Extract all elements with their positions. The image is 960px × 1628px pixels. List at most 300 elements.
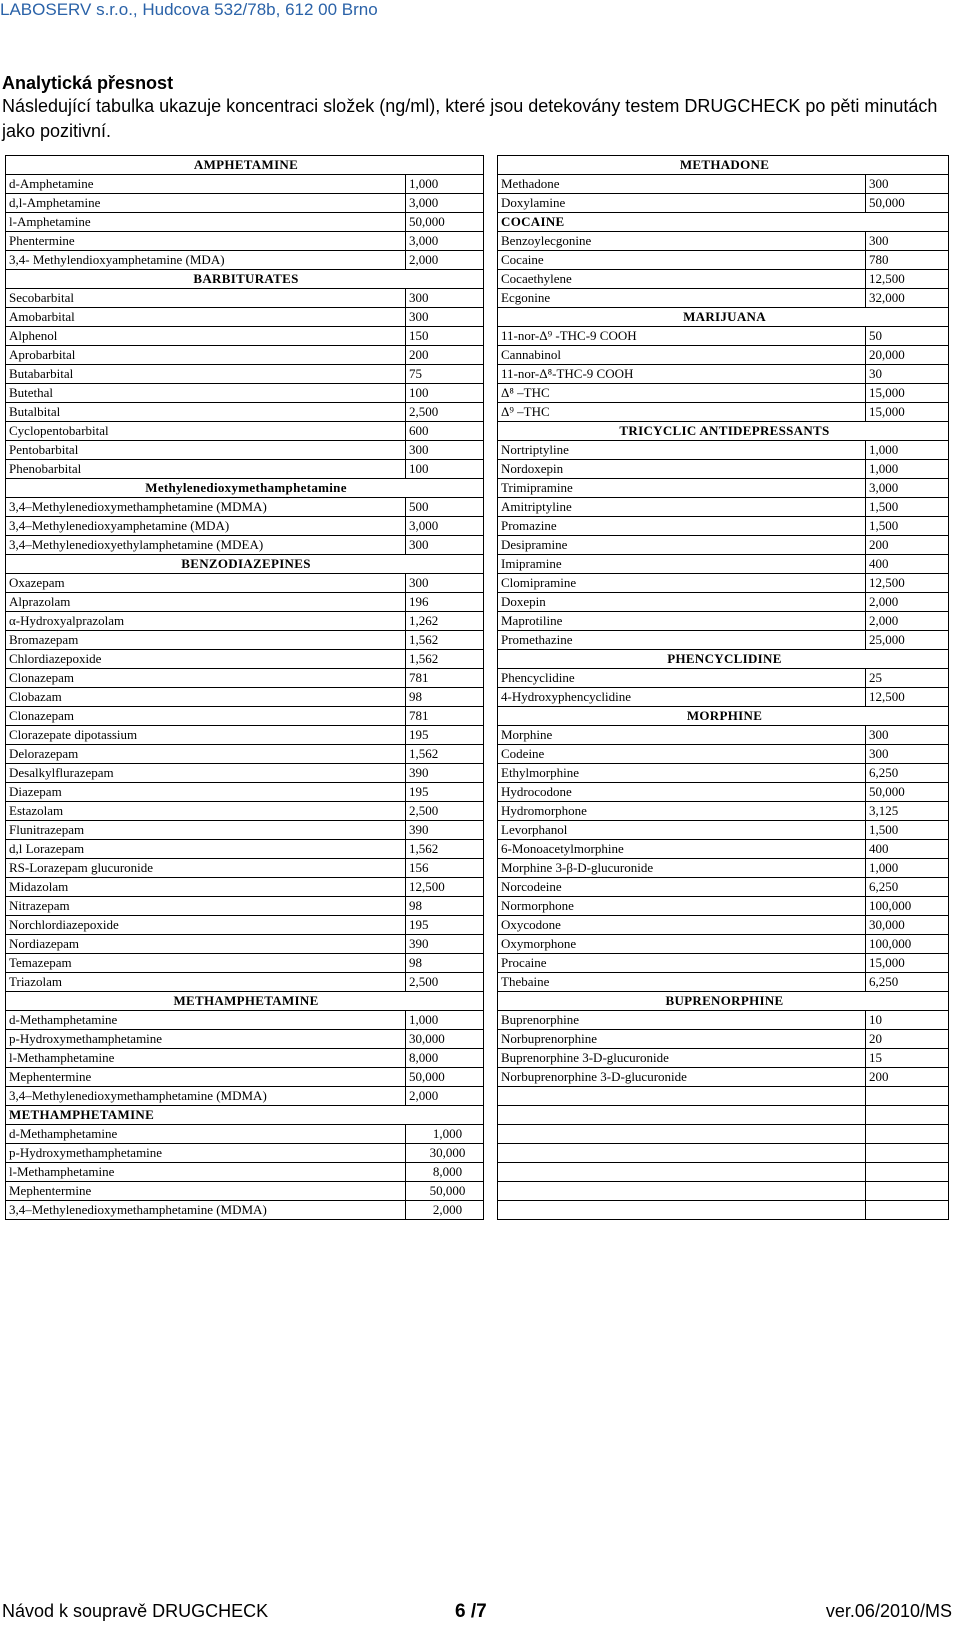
table-row <box>498 232 949 251</box>
concentration-value: 390 <box>406 821 484 840</box>
concentration-value: 200 <box>866 536 949 555</box>
table-row <box>6 498 484 517</box>
table-row <box>6 631 484 650</box>
compound-name: Aprobarbital <box>6 346 406 365</box>
section-header: METHADONE <box>498 156 949 175</box>
table-row <box>6 954 484 973</box>
section-header: MARIJUANA <box>498 308 949 327</box>
compound-name: RS-Lorazepam glucuronide <box>6 859 406 878</box>
table-row <box>6 1201 484 1220</box>
compound-name: Δ⁸ –THC <box>498 384 866 403</box>
compound-name: Amitriptyline <box>498 498 866 517</box>
compound-name: Cocaethylene <box>498 270 866 289</box>
table-row <box>498 631 949 650</box>
table-row <box>6 232 484 251</box>
concentration-value: 300 <box>866 726 949 745</box>
empty-cell <box>498 1144 866 1163</box>
table-row <box>498 802 949 821</box>
table-row <box>6 1087 484 1106</box>
concentration-value: 2,500 <box>406 802 484 821</box>
table-row <box>6 669 484 688</box>
section-header: TRICYCLIC ANTIDEPRESSANTS <box>498 422 949 441</box>
table-row <box>6 327 484 346</box>
compound-name: Buprenorphine <box>498 1011 866 1030</box>
concentration-value: 195 <box>406 783 484 802</box>
table-row <box>6 878 484 897</box>
section-header: METHAMPHETAMINE <box>6 992 484 1011</box>
compound-name: 3,4- Methylendioxyamphetamine (MDA) <box>6 251 406 270</box>
empty-cell <box>866 1106 949 1125</box>
concentration-value: 15,000 <box>866 954 949 973</box>
section-heading: Analytická přesnost <box>2 73 174 93</box>
table-row <box>498 517 949 536</box>
compound-name: Norcodeine <box>498 878 866 897</box>
table-row <box>498 460 949 479</box>
concentration-value: 3,125 <box>866 802 949 821</box>
concentration-value: 780 <box>866 251 949 270</box>
compound-name: p-Hydroxymethamphetamine <box>6 1030 406 1049</box>
concentration-value: 300 <box>406 536 484 555</box>
concentration-value: 50,000 <box>406 213 484 232</box>
empty-cell <box>498 1125 866 1144</box>
table-row <box>6 707 484 726</box>
concentration-value: 3,000 <box>406 232 484 251</box>
table-row <box>6 460 484 479</box>
concentration-value: 300 <box>866 232 949 251</box>
compound-name: Clobazam <box>6 688 406 707</box>
concentration-value: 100,000 <box>866 935 949 954</box>
section-row <box>6 479 484 498</box>
section-header: BUPRENORPHINE <box>498 992 949 1011</box>
table-row <box>6 175 484 194</box>
compound-name: Maprotiline <box>498 612 866 631</box>
table-row <box>498 593 949 612</box>
concentration-value: 1,562 <box>406 745 484 764</box>
compound-name: Oxycodone <box>498 916 866 935</box>
concentration-value: 98 <box>406 954 484 973</box>
table-row <box>498 574 949 593</box>
concentration-value: 6,250 <box>866 878 949 897</box>
table-row <box>6 403 484 422</box>
table-row <box>498 688 949 707</box>
concentration-value: 15 <box>866 1049 949 1068</box>
table-row <box>6 194 484 213</box>
concentration-value: 100 <box>406 384 484 403</box>
table-row <box>498 726 949 745</box>
empty-cell <box>498 1182 866 1201</box>
compound-name: Hydrocodone <box>498 783 866 802</box>
concentration-value: 20,000 <box>866 346 949 365</box>
concentration-value: 8,000 <box>406 1049 484 1068</box>
compound-name: d,l Lorazepam <box>6 840 406 859</box>
empty-row <box>498 1182 949 1201</box>
table-row <box>6 308 484 327</box>
compound-name: Temazepam <box>6 954 406 973</box>
compound-name: l-Amphetamine <box>6 213 406 232</box>
table-row <box>498 973 949 992</box>
concentration-value: 1,262 <box>406 612 484 631</box>
concentration-value: 1,000 <box>406 1011 484 1030</box>
concentration-value: 12,500 <box>866 270 949 289</box>
concentration-value: 300 <box>406 308 484 327</box>
section-header: PHENCYCLIDINE <box>498 650 949 669</box>
section-row <box>498 213 949 232</box>
concentration-value: 15,000 <box>866 384 949 403</box>
concentration-value: 20 <box>866 1030 949 1049</box>
concentration-value: 1,000 <box>406 175 484 194</box>
compound-name: Midazolam <box>6 878 406 897</box>
compound-name: Buprenorphine 3-D-glucuronide <box>498 1049 866 1068</box>
concentration-value: 98 <box>406 688 484 707</box>
table-row <box>498 498 949 517</box>
concentration-value: 1,500 <box>866 517 949 536</box>
table-row <box>498 669 949 688</box>
left-table <box>5 155 484 1220</box>
table-row <box>498 194 949 213</box>
table-row <box>6 1125 484 1144</box>
concentration-value: 50,000 <box>406 1068 484 1087</box>
table-row <box>6 1030 484 1049</box>
table-row <box>6 802 484 821</box>
compound-name: Mephentermine <box>6 1182 406 1201</box>
compound-name: Cyclopentobarbital <box>6 422 406 441</box>
table-row <box>6 422 484 441</box>
concentration-value: 156 <box>406 859 484 878</box>
compound-name: Butalbital <box>6 403 406 422</box>
concentration-value: 781 <box>406 707 484 726</box>
concentration-value: 1,000 <box>866 859 949 878</box>
compound-name: Ethylmorphine <box>498 764 866 783</box>
concentration-value: 50 <box>866 327 949 346</box>
section-header: BARBITURATES <box>6 270 484 289</box>
compound-name: Nordiazepam <box>6 935 406 954</box>
compound-name: Clonazepam <box>6 707 406 726</box>
compound-name: 3,4–Methylenedioxymethamphetamine (MDMA) <box>6 498 406 517</box>
section-row <box>6 992 484 1011</box>
table-row <box>6 441 484 460</box>
table-row <box>6 764 484 783</box>
compound-name: 3,4–Methylenedioxymethamphetamine (MDMA) <box>6 1201 406 1220</box>
compound-name: Cocaine <box>498 251 866 270</box>
compound-name: Levorphanol <box>498 821 866 840</box>
table-row <box>498 365 949 384</box>
concentration-value: 300 <box>406 441 484 460</box>
concentration-value: 2,000 <box>406 251 484 270</box>
compound-name: Cannabinol <box>498 346 866 365</box>
table-row <box>498 783 949 802</box>
concentration-value: 12,500 <box>866 574 949 593</box>
table-row <box>6 1144 484 1163</box>
compound-name: Bromazepam <box>6 631 406 650</box>
compound-name: Desipramine <box>498 536 866 555</box>
compound-name: Δ⁹ –THC <box>498 403 866 422</box>
compound-name: Pentobarbital <box>6 441 406 460</box>
table-row <box>6 289 484 308</box>
compound-name: Morphine <box>498 726 866 745</box>
compound-name: Triazolam <box>6 973 406 992</box>
compound-name: Codeine <box>498 745 866 764</box>
empty-cell <box>498 1201 866 1220</box>
compound-name: Benzoylecgonine <box>498 232 866 251</box>
concentration-value: 32,000 <box>866 289 949 308</box>
concentration-value: 1,562 <box>406 650 484 669</box>
section-header: COCAINE <box>498 213 949 232</box>
concentration-value: 2,500 <box>406 973 484 992</box>
table-row <box>498 346 949 365</box>
empty-row <box>498 1144 949 1163</box>
compound-name: Estazolam <box>6 802 406 821</box>
table-row <box>498 916 949 935</box>
concentration-value: 8,000 <box>406 1163 484 1182</box>
intro-text: Následující tabulka ukazuje koncentraci složek (ng/ml), které jsou detekovány testem DRUGCHECK po pěti minutách jako pozitivní. <box>2 96 938 141</box>
table-row <box>6 1011 484 1030</box>
concentration-value: 196 <box>406 593 484 612</box>
concentration-value: 50,000 <box>406 1182 484 1201</box>
compound-name: α-Hydroxyalprazolam <box>6 612 406 631</box>
section-header: BENZODIAZEPINES <box>6 555 484 574</box>
compound-name: d-Methamphetamine <box>6 1125 406 1144</box>
concentration-value: 30 <box>866 365 949 384</box>
concentration-value: 1,500 <box>866 498 949 517</box>
compound-name: p-Hydroxymethamphetamine <box>6 1144 406 1163</box>
table-row <box>498 175 949 194</box>
concentration-value: 98 <box>406 897 484 916</box>
compound-name: Mephentermine <box>6 1068 406 1087</box>
table-row <box>498 289 949 308</box>
concentration-value: 200 <box>866 1068 949 1087</box>
footer-manual: Návod k soupravě DRUGCHECK <box>2 1601 269 1621</box>
table-row <box>498 1049 949 1068</box>
table-row <box>6 384 484 403</box>
compound-name: Promazine <box>498 517 866 536</box>
compound-name: 6-Monoacetylmorphine <box>498 840 866 859</box>
section-row <box>6 555 484 574</box>
concentration-value: 12,500 <box>866 688 949 707</box>
compound-name: 3,4–Methylenedioxyamphetamine (MDA) <box>6 517 406 536</box>
section-header: Methylenedioxymethamphetamine <box>6 479 484 498</box>
table-row <box>6 346 484 365</box>
concentration-value: 300 <box>406 289 484 308</box>
section-row <box>6 156 484 175</box>
concentration-value: 30,000 <box>406 1144 484 1163</box>
table-row <box>498 384 949 403</box>
concentration-value: 300 <box>866 175 949 194</box>
footer-version: ver.06/2010/MS <box>825 1601 952 1621</box>
section-row <box>498 308 949 327</box>
concentration-value: 600 <box>406 422 484 441</box>
compound-name: 11-nor-Δ⁸-THC-9 COOH <box>498 365 866 384</box>
concentration-value: 50,000 <box>866 783 949 802</box>
compound-name: Delorazepam <box>6 745 406 764</box>
table-row <box>6 213 484 232</box>
compound-name: Oxazepam <box>6 574 406 593</box>
empty-cell <box>498 1087 866 1106</box>
compound-name: 3,4–Methylenedioxyethylamphetamine (MDEA) <box>6 536 406 555</box>
concentration-value: 6,250 <box>866 764 949 783</box>
table-row <box>498 1011 949 1030</box>
concentration-value: 12,500 <box>406 878 484 897</box>
section-header: MORPHINE <box>498 707 949 726</box>
compound-name: d,l-Amphetamine <box>6 194 406 213</box>
table-row <box>498 745 949 764</box>
table-row <box>498 1068 949 1087</box>
table-row <box>498 897 949 916</box>
compound-name: Ecgonine <box>498 289 866 308</box>
empty-row <box>498 1201 949 1220</box>
compound-name: Nordoxepin <box>498 460 866 479</box>
table-row <box>498 403 949 422</box>
table-row <box>498 935 949 954</box>
compound-name: Desalkylflurazepam <box>6 764 406 783</box>
table-row <box>498 1030 949 1049</box>
table-row <box>6 859 484 878</box>
section-row <box>6 1106 484 1125</box>
concentration-value: 25,000 <box>866 631 949 650</box>
concentration-value: 3,000 <box>406 517 484 536</box>
table-row <box>6 688 484 707</box>
table-row <box>6 916 484 935</box>
table-row <box>6 821 484 840</box>
empty-row <box>498 1106 949 1125</box>
concentration-value: 390 <box>406 764 484 783</box>
empty-cell <box>866 1125 949 1144</box>
concentration-value: 1,000 <box>866 441 949 460</box>
table-row <box>498 536 949 555</box>
compound-name: Doxylamine <box>498 194 866 213</box>
concentration-value: 100,000 <box>866 897 949 916</box>
compound-name: Nitrazepam <box>6 897 406 916</box>
compound-name: Clomipramine <box>498 574 866 593</box>
compound-name: Morphine 3-β-D-glucuronide <box>498 859 866 878</box>
table-row <box>6 517 484 536</box>
empty-cell <box>498 1106 866 1125</box>
compound-name: Thebaine <box>498 973 866 992</box>
section-row <box>498 992 949 1011</box>
footer-page-number: 6 /7 <box>455 1601 487 1622</box>
compound-name: Imipramine <box>498 555 866 574</box>
compound-name: Normorphone <box>498 897 866 916</box>
table-row <box>498 954 949 973</box>
compound-name: Phenobarbital <box>6 460 406 479</box>
concentration-value: 50,000 <box>866 194 949 213</box>
empty-cell <box>866 1087 949 1106</box>
concentration-value: 10 <box>866 1011 949 1030</box>
compound-name: Clorazepate dipotassium <box>6 726 406 745</box>
compound-name: l-Methamphetamine <box>6 1049 406 1068</box>
compound-name: Doxepin <box>498 593 866 612</box>
concentration-value: 30,000 <box>406 1030 484 1049</box>
table-row <box>498 878 949 897</box>
compound-name: Hydromorphone <box>498 802 866 821</box>
table-row <box>6 650 484 669</box>
concentration-value: 400 <box>866 555 949 574</box>
compound-name: d-Amphetamine <box>6 175 406 194</box>
compound-name: Trimipramine <box>498 479 866 498</box>
table-row <box>498 327 949 346</box>
compound-name: 3,4–Methylenedioxymethamphetamine (MDMA) <box>6 1087 406 1106</box>
compound-name: Nortriptyline <box>498 441 866 460</box>
concentration-value: 15,000 <box>866 403 949 422</box>
compound-name: Norchlordiazepoxide <box>6 916 406 935</box>
table-row <box>498 251 949 270</box>
empty-row <box>498 1087 949 1106</box>
concentration-value: 75 <box>406 365 484 384</box>
compound-name: Methadone <box>498 175 866 194</box>
compound-name: 11-nor-Δ⁹ -THC-9 COOH <box>498 327 866 346</box>
concentration-value: 2,000 <box>406 1087 484 1106</box>
empty-cell <box>866 1163 949 1182</box>
table-row <box>6 536 484 555</box>
table-row <box>6 251 484 270</box>
compound-name: Norbuprenorphine <box>498 1030 866 1049</box>
compound-name: Oxymorphone <box>498 935 866 954</box>
header-company: LABOSERV s.r.o., Hudcova 532/78b, 612 00 Brno <box>0 0 378 19</box>
table-row <box>6 1049 484 1068</box>
section-row <box>498 156 949 175</box>
compound-name: Amobarbital <box>6 308 406 327</box>
concentration-value: 6,250 <box>866 973 949 992</box>
table-row <box>498 764 949 783</box>
table-row <box>6 935 484 954</box>
table-row <box>6 840 484 859</box>
table-row <box>498 821 949 840</box>
concentration-value: 2,000 <box>406 1201 484 1220</box>
table-row <box>6 612 484 631</box>
concentration-value: 3,000 <box>406 194 484 213</box>
table-row <box>6 1182 484 1201</box>
concentration-value: 150 <box>406 327 484 346</box>
empty-row <box>498 1125 949 1144</box>
right-table <box>497 155 949 1220</box>
concentration-value: 1,500 <box>866 821 949 840</box>
table-row <box>6 593 484 612</box>
compound-name: 4-Hydroxyphencyclidine <box>498 688 866 707</box>
compound-name: Alphenol <box>6 327 406 346</box>
compound-name: Norbuprenorphine 3-D-glucuronide <box>498 1068 866 1087</box>
concentration-value: 3,000 <box>866 479 949 498</box>
table-row <box>498 441 949 460</box>
section-row <box>498 707 949 726</box>
compound-name: d-Methamphetamine <box>6 1011 406 1030</box>
compound-name: l-Methamphetamine <box>6 1163 406 1182</box>
concentration-value: 1,000 <box>866 460 949 479</box>
table-row <box>498 479 949 498</box>
compound-name: Promethazine <box>498 631 866 650</box>
section-header: METHAMPHETAMINE <box>6 1106 484 1125</box>
table-row <box>6 897 484 916</box>
compound-name: Alprazolam <box>6 593 406 612</box>
section-row <box>498 422 949 441</box>
table-row <box>6 783 484 802</box>
concentration-value: 2,000 <box>866 593 949 612</box>
empty-cell <box>866 1144 949 1163</box>
concentration-value: 400 <box>866 840 949 859</box>
table-row <box>6 1068 484 1087</box>
concentration-value: 300 <box>406 574 484 593</box>
compound-name: Phentermine <box>6 232 406 251</box>
compound-name: Procaine <box>498 954 866 973</box>
compound-name: Butabarbital <box>6 365 406 384</box>
intro <box>2 72 952 144</box>
table-row <box>6 574 484 593</box>
section-row <box>498 650 949 669</box>
compound-name: Butethal <box>6 384 406 403</box>
concentration-value: 30,000 <box>866 916 949 935</box>
concentration-value: 1,000 <box>406 1125 484 1144</box>
compound-name: Diazepam <box>6 783 406 802</box>
table-row <box>498 859 949 878</box>
table-row <box>498 270 949 289</box>
